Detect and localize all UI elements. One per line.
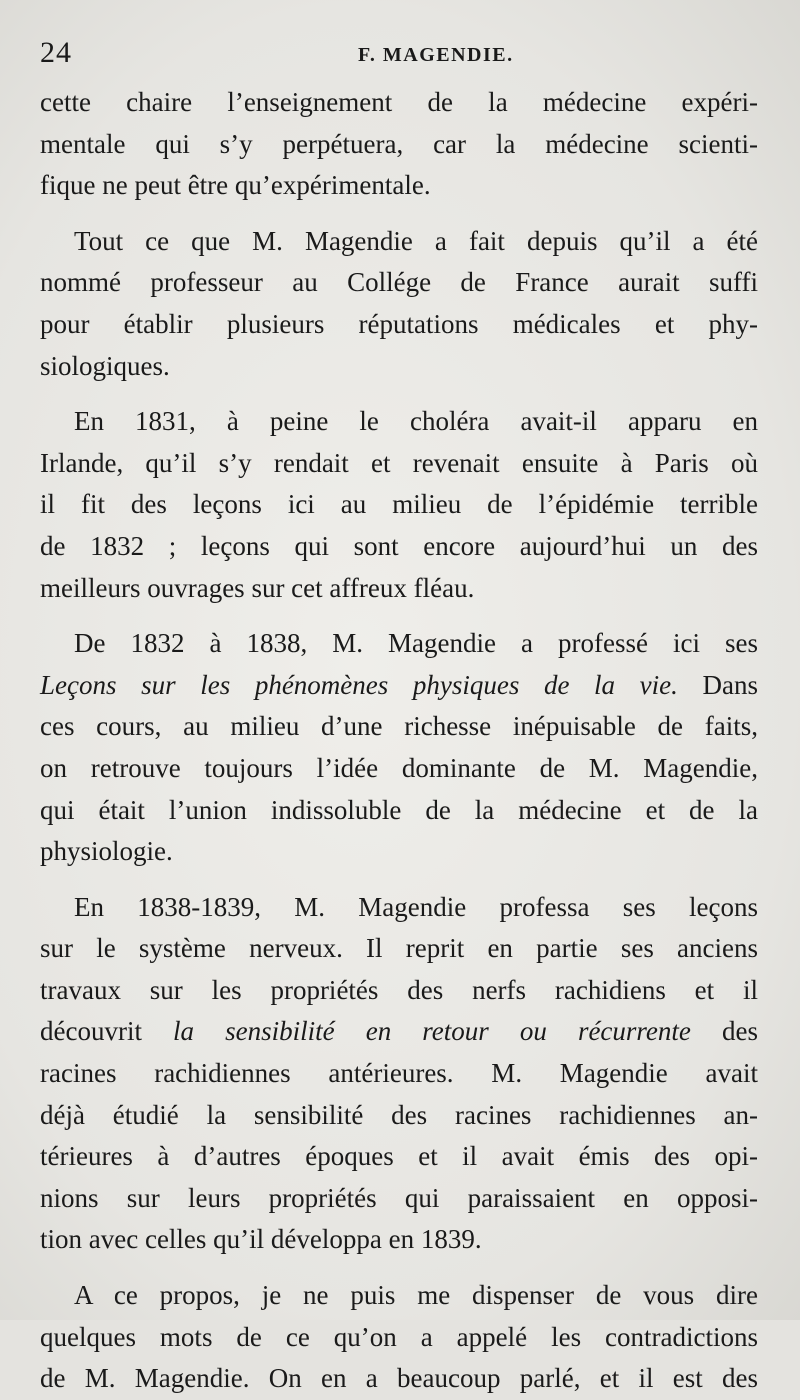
text-line: de 1832 ; leçons qui sont encore aujourd’hui un des — [40, 530, 758, 561]
running-head: F. MAGENDIE. — [358, 44, 514, 66]
body-text — [40, 82, 758, 1400]
paragraph-gap — [40, 873, 758, 887]
italic-text: la sensibilité en retour ou récurrente — [173, 1016, 691, 1047]
text-line: térieures à d’autres époques et il avait émis des opi- — [40, 1141, 758, 1172]
text-line: racines rachidiennes antérieures. M. Magendie avait — [40, 1058, 758, 1089]
text-line: En 1831, à peine le choléra avait-il apparu en — [74, 406, 758, 437]
text-line: nions sur leurs propriétés qui paraissaient en opposi- — [40, 1182, 758, 1213]
paragraph — [40, 1275, 758, 1400]
paragraph-gap — [40, 387, 758, 401]
paragraph — [40, 887, 758, 1261]
paragraph-gap — [40, 1261, 758, 1275]
text-line: Tout ce que M. Magendie a fait depuis qu’il a été — [74, 225, 758, 256]
text-line: fique ne peut être qu’expérimentale. — [40, 170, 431, 201]
text-line: nommé professeur au Collége de France aurait suffi — [40, 267, 758, 298]
text-line: quelques mots de ce qu’on a appelé les contradictions — [40, 1321, 758, 1352]
text-line: déjà étudié la sensibilité des racines rachidiennes an- — [40, 1099, 758, 1130]
text-line: découvrit la sensibilité en retour ou récurrente des — [40, 1016, 758, 1047]
text-line: ces cours, au milieu d’une richesse inépuisable de faits, — [40, 711, 758, 742]
text-line: physiologie. — [40, 836, 173, 867]
text-line: tion avec celles qu’il développa en 1839. — [40, 1224, 482, 1255]
paragraph — [40, 82, 758, 207]
text-line: siologiques. — [40, 350, 170, 381]
text-line: travaux sur les propriétés des nerfs rachidiens et il — [40, 974, 758, 1005]
text-line: En 1838-1839, M. Magendie professa ses leçons — [74, 891, 758, 922]
text-line: cette chaire l’enseignement de la médecine expéri- — [40, 87, 758, 117]
text-line: pour établir plusieurs réputations médicales et phy- — [40, 308, 758, 339]
paragraph-gap — [40, 207, 758, 221]
page-header — [40, 36, 760, 76]
text-line: qui était l’union indissoluble de la médecine et de la — [40, 794, 758, 825]
page-number: 24 — [40, 36, 72, 69]
paragraph — [40, 221, 758, 387]
paragraph — [40, 623, 758, 873]
text-line: De 1832 à 1838, M. Magendie a professé ici ses — [74, 628, 758, 659]
text-line: il fit des leçons ici au milieu de l’épidémie terrible — [40, 489, 758, 520]
text-line: A ce propos, je ne puis me dispenser de vous dire — [74, 1280, 758, 1311]
italic-text: Leçons sur les phénomènes physiques de la vie. — [40, 669, 678, 700]
text-line: de M. Magendie. On en a beaucoup parlé, et il est des — [40, 1363, 758, 1394]
paragraph-gap — [40, 609, 758, 623]
text-line: mentale qui s’y perpétuera, car la médecine scienti- — [40, 128, 758, 159]
text-line: Irlande, qu’il s’y rendait et revenait ensuite à Paris où — [40, 447, 758, 478]
paragraph — [40, 401, 758, 609]
text-line: sur le système nerveux. Il reprit en partie ses anciens — [40, 933, 758, 964]
text-line: meilleurs ouvrages sur cet affreux fléau. — [40, 572, 475, 603]
text-line: on retrouve toujours l’idée dominante de M. Magendie, — [40, 752, 758, 783]
text-line: Leçons sur les phénomènes physiques de la vie. Dans — [40, 669, 758, 700]
